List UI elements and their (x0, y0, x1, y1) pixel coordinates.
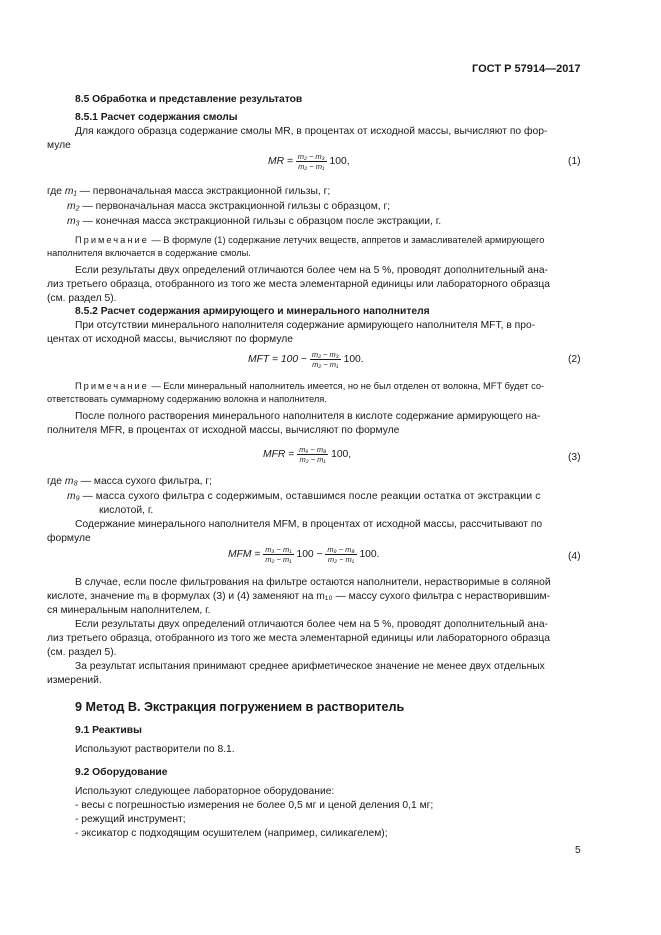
where-prefix: где (47, 186, 63, 197)
formula-rhs: 100. (359, 549, 380, 561)
numerator: m₉ − m₈ (299, 445, 327, 454)
formula-number-3: (3) (568, 452, 581, 463)
symbol: m₁ (64, 186, 77, 197)
page-number: 5 (575, 845, 581, 856)
note-1-cont: наполнителя включается в содержание смолы. (47, 248, 251, 258)
formula-lhs: MFR = (263, 449, 295, 461)
numerator: m₃ − m₁ (265, 545, 292, 554)
formula-lhs: MR = (268, 156, 293, 168)
document-code: ГОСТ Р 57914—2017 (472, 63, 581, 75)
formula-number-1: (1) (568, 156, 581, 167)
denominator: m₂ − m₁ (265, 555, 292, 564)
paragraph-line: В случае, если после фильтрования на фильтре остаются наполнители, нерастворимые в соляной (75, 577, 551, 588)
paragraph-line: Используют следующее лабораторное оборудование: (75, 786, 335, 797)
fraction (263, 545, 293, 564)
legend-text: первоначальная масса экстракционной гильзы с образцом, г; (95, 201, 391, 212)
note-label: Примечание (75, 381, 149, 391)
section-8-5-2-title: 8.5.2 Расчет содержания армирующего и минерального наполнителя (75, 306, 430, 317)
note-text: — В формуле (1) содержание летучих веществ, аппретов и замасливателей армирующего (151, 235, 545, 245)
formula-number-2: (2) (568, 354, 581, 365)
formula-3 (263, 445, 351, 464)
formula-rhs: 100. (343, 354, 364, 366)
section-9-title: 9 Метод В. Экстракция погружением в растворитель (75, 700, 405, 714)
formula-lhs: MFM = (228, 549, 261, 561)
paragraph-line: За результат испытания принимают среднее арифметическое значение не менее двух отдельных (75, 661, 545, 672)
paragraph-line: измерений. (47, 675, 102, 686)
section-9-1-title: 9.1 Реактивы (75, 725, 142, 736)
legend-row (67, 200, 390, 214)
legend-row (47, 185, 330, 199)
dash: — (82, 491, 93, 502)
fraction (297, 445, 328, 464)
denominator: m₂ − m₁ (299, 455, 326, 464)
legend-row (47, 475, 212, 489)
symbol: m₈ (64, 476, 78, 487)
note-2-cont: ответствовать суммарному содержанию волокна и наполнителя. (47, 394, 327, 404)
legend-row (67, 490, 541, 504)
symbol: m₂ (67, 201, 80, 212)
formula-rhs: 100, (331, 449, 352, 461)
formula-number-4: (4) (568, 551, 581, 562)
symbol: m₉ (67, 491, 80, 502)
paragraph-line: (см. раздел 5). (47, 647, 117, 658)
paragraph-line: При отсутствии минерального наполнителя содержание армирующего наполнителя MFT, в про- (75, 320, 536, 331)
formula-lhs: MFT = 100 − (248, 354, 307, 366)
fraction (296, 152, 327, 171)
dash: — (82, 216, 93, 227)
list-item: - весы с погрешностью измерения не более 0,5 мг и ценой деления 0,1 мг; (75, 800, 434, 811)
paragraph-line: лиз третьего образца, отобранного из того же места элементарной единицы или лабораторного образца (47, 633, 550, 644)
legend-text: первоначальная масса экстракционной гильзы, г; (92, 186, 331, 197)
paragraph-line: После полного растворения минерального наполнителя в кислоте содержание армирующего на- (75, 411, 541, 422)
list-item: - режущий инструмент; (75, 814, 186, 825)
legend-row (67, 215, 441, 229)
fraction (325, 545, 356, 564)
paragraph-line: Если результаты двух определений отличаются более чем на 5 %, проводят дополнительный ана- (75, 265, 548, 276)
paragraph-line: Содержание минерального наполнителя MFM, в процентах от исходной массы, рассчитывают по (75, 519, 543, 530)
dash: — (82, 201, 93, 212)
formula-rhs: 100, (329, 156, 350, 168)
list-item: - эксикатор с подходящим осушителем (например, силикагелем); (75, 828, 388, 839)
paragraph-line: Используют растворители по 8.1. (75, 744, 235, 755)
formula-mid: 100 − (296, 549, 323, 561)
formula-4 (228, 545, 379, 564)
where-prefix: где (47, 476, 63, 487)
legend-text: конечная масса экстракционной гильзы с образцом после экстракции, г. (95, 216, 442, 227)
paragraph-line: Если результаты двух определений отличаются более чем на 5 %, проводят дополнительный ана- (75, 619, 548, 630)
paragraph-line: полнителя MFR, в процентах от исходной массы, вычисляют по формуле (47, 425, 400, 436)
numerator: m₂ − m₃ (311, 350, 339, 359)
fraction (310, 350, 341, 369)
legend-row-cont: кислотой, г. (99, 505, 154, 516)
denominator: m₂ − m₁ (312, 360, 339, 369)
dash: — (79, 186, 90, 197)
note-label: Примечание (75, 235, 149, 245)
numerator: m₂ − m₃ (297, 152, 325, 161)
formula-2 (248, 350, 364, 369)
paragraph-line: (см. раздел 5). (47, 293, 117, 304)
legend-text: масса сухого фильтра, г; (93, 476, 213, 487)
formula-1 (268, 152, 350, 171)
note-2 (75, 380, 544, 393)
note-1 (75, 234, 544, 247)
denominator: m₂ − m₁ (298, 162, 325, 171)
paragraph-line: Для каждого образца содержание смолы MR, в процентах от исходной массы, вычисляют по фор- (75, 126, 548, 137)
paragraph-line: ся минеральным наполнителем, г. (47, 605, 211, 616)
section-9-2-title: 9.2 Оборудование (75, 767, 168, 778)
denominator: m₂ − m₁ (327, 555, 355, 564)
section-8-5-1-title: 8.5.1 Расчет содержания смолы (75, 112, 238, 123)
dash: — (80, 476, 91, 487)
paragraph-line: центах от исходной массы, вычисляют по формуле (47, 334, 294, 345)
section-8-5-title: 8.5 Обработка и представление результатов (75, 94, 303, 105)
legend-text: масса сухого фильтра с содержимым, оставшимся после реакции остатка от экстракции с (95, 491, 541, 502)
symbol: m₃ (67, 216, 80, 227)
paragraph-line: формуле (47, 533, 91, 544)
note-text: — Если минеральный наполнитель имеется, но не был отделен от волокна, MFT будет со- (151, 381, 545, 391)
paragraph-line: лиз третьего образца, отобранного из того же места элементарной единицы или лабораторного образца (47, 279, 550, 290)
paragraph-line: кислоте, значение m₈ в формулах (3) и (4) заменяют на m₁₀ — массу сухого фильтра с нерастворившим- (47, 591, 551, 602)
numerator: m₉ − m₈ (327, 545, 355, 554)
paragraph-line: муле (47, 140, 71, 151)
